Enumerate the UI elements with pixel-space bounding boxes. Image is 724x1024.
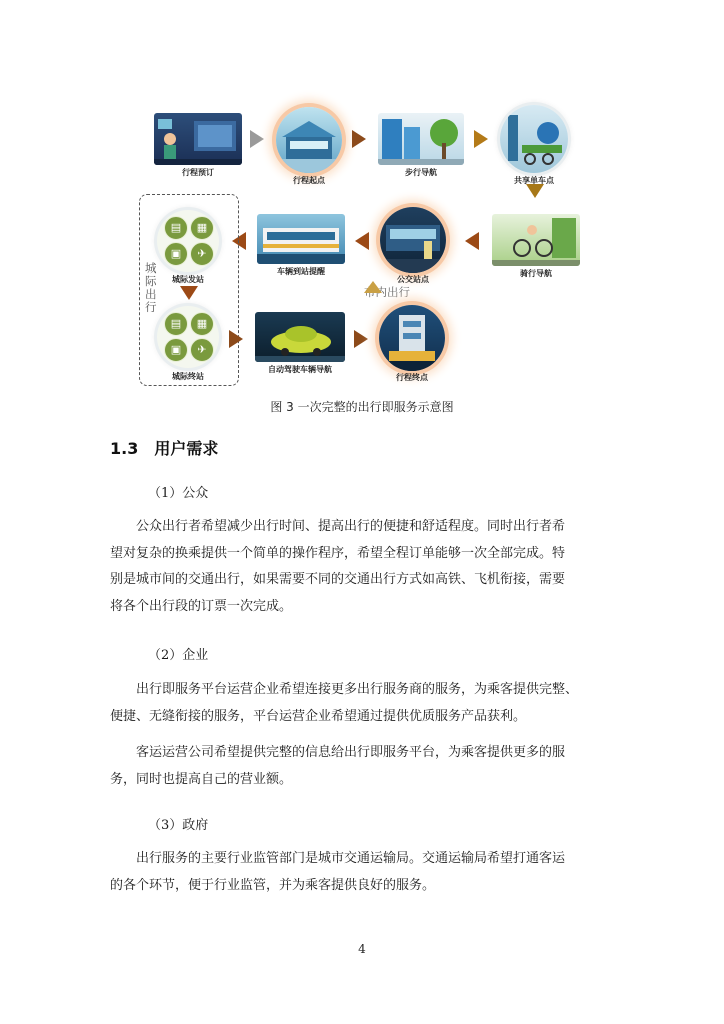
ride-nav-caption: 骑行导航 [520, 269, 552, 278]
train-icon: ▤ [164, 216, 188, 240]
arrow-right-icon [354, 330, 368, 348]
train-icon: ▤ [164, 312, 188, 336]
booking-caption: 行程预订 [182, 168, 214, 177]
trip-end-caption: 行程终点 [396, 373, 428, 382]
arrow-right-icon [352, 130, 366, 148]
walk-nav-caption: 步行导航 [405, 168, 437, 177]
arriving-bus-icon [257, 214, 345, 264]
booking-scene-icon [154, 113, 242, 165]
trip-start-caption: 行程起点 [293, 176, 325, 185]
subsection-enterprise: （2）企业 [148, 648, 209, 663]
section-heading [110, 436, 218, 459]
arrow-right-icon [229, 330, 243, 348]
arrow-down-icon [526, 184, 544, 198]
section-title: 用户需求 [154, 439, 219, 458]
paragraph-line: 别是城市间的交通出行，如果需要不同的交通出行方式如高铁、飞机衔接，需要 [110, 572, 566, 588]
station-icon [276, 107, 342, 173]
paragraph-enterprise-1 [110, 677, 615, 730]
figure-caption: 图 3 一次完整的出行即服务示意图 [270, 400, 454, 414]
plane-icon: ✈ [190, 338, 214, 362]
paragraph-line: 望对复杂的换乘提供一个简单的操作程序，希望全程订单能够一次全部完成。特 [110, 545, 566, 561]
intercity-label: 城际出行 [145, 261, 158, 314]
bus-stop-caption: 公交站点 [397, 275, 429, 284]
plane-icon: ✈ [190, 242, 214, 266]
autonomous-nav-illustration [255, 312, 345, 362]
walk-nav-illustration [378, 113, 464, 165]
paragraph-public [110, 514, 615, 620]
paragraph-line: 出行即服务平台运营企业希望连接更多出行服务商的服务，为乘客提供完整、 [136, 682, 579, 697]
arrow-up-icon [364, 281, 382, 293]
trip-end-illustration [379, 305, 445, 371]
paragraph-line: 公众出行者希望减少出行时间、提高出行的便捷和舒适程度。同时出行者希 [136, 519, 566, 534]
intercity-depart-illustration [157, 210, 219, 272]
subsection-public: （1）公众 [148, 486, 209, 501]
arrow-left-icon [355, 232, 369, 250]
arrow-left-icon [465, 232, 479, 250]
intercity-arrive-caption: 城际终站 [172, 372, 204, 381]
bike-point-illustration [500, 105, 568, 173]
paragraph-line: 客运运营公司希望提供完整的信息给出行即服务平台，为乘客提供更多的服 [136, 745, 566, 760]
autonomous-car-icon [255, 312, 345, 362]
vehicle-arrival-caption: 车辆到站提醒 [277, 267, 325, 276]
paragraph-line: 便捷、无缝衔接的服务，平台运营企业希望通过提供优质服务产品获利。 [110, 708, 527, 724]
bike-point-caption: 共享单车点 [514, 176, 554, 185]
coach-icon: ▣ [164, 242, 188, 266]
cycling-scene-icon [492, 214, 580, 266]
arrow-down-icon [180, 286, 198, 300]
bus-stop-illustration [380, 207, 446, 273]
page-number: 4 [358, 942, 366, 956]
coach-icon: ▣ [164, 338, 188, 362]
walking-scene-icon [378, 113, 464, 165]
bus-icon: ▦ [190, 216, 214, 240]
arrow-right-icon [474, 130, 488, 148]
paragraph-line: 的各个环节，便于行业监管，并为乘客提供良好的服务。 [110, 877, 436, 893]
ride-nav-illustration [492, 214, 580, 266]
urban-travel-label: 市内出行 [364, 285, 410, 299]
intercity-depart-caption: 城际发站 [172, 275, 204, 284]
mobility-service-figure [0, 0, 724, 420]
subsection-government: （3）政府 [148, 818, 209, 833]
arrow-right-icon [250, 130, 264, 148]
booking-illustration [154, 113, 242, 165]
paragraph-enterprise-2 [110, 740, 615, 793]
trip-start-illustration [276, 107, 342, 173]
vehicle-arrival-illustration [257, 214, 345, 264]
paragraph-line: 将各个出行段的订票一次完成。 [110, 598, 293, 614]
paragraph-government [110, 846, 615, 899]
autonomous-nav-caption: 自动驾驶车辆导航 [268, 365, 332, 374]
bike-station-icon [500, 105, 568, 173]
bus-icon: ▦ [190, 312, 214, 336]
intercity-arrive-illustration [157, 306, 219, 368]
destination-building-icon [379, 305, 445, 371]
section-number: 1.3 [110, 439, 139, 458]
bus-stop-icon [380, 207, 446, 273]
paragraph-line: 务，同时也提高自己的营业额。 [110, 771, 293, 787]
paragraph-line: 出行服务的主要行业监管部门是城市交通运输局。交通运输局希望打通客运 [136, 851, 566, 866]
